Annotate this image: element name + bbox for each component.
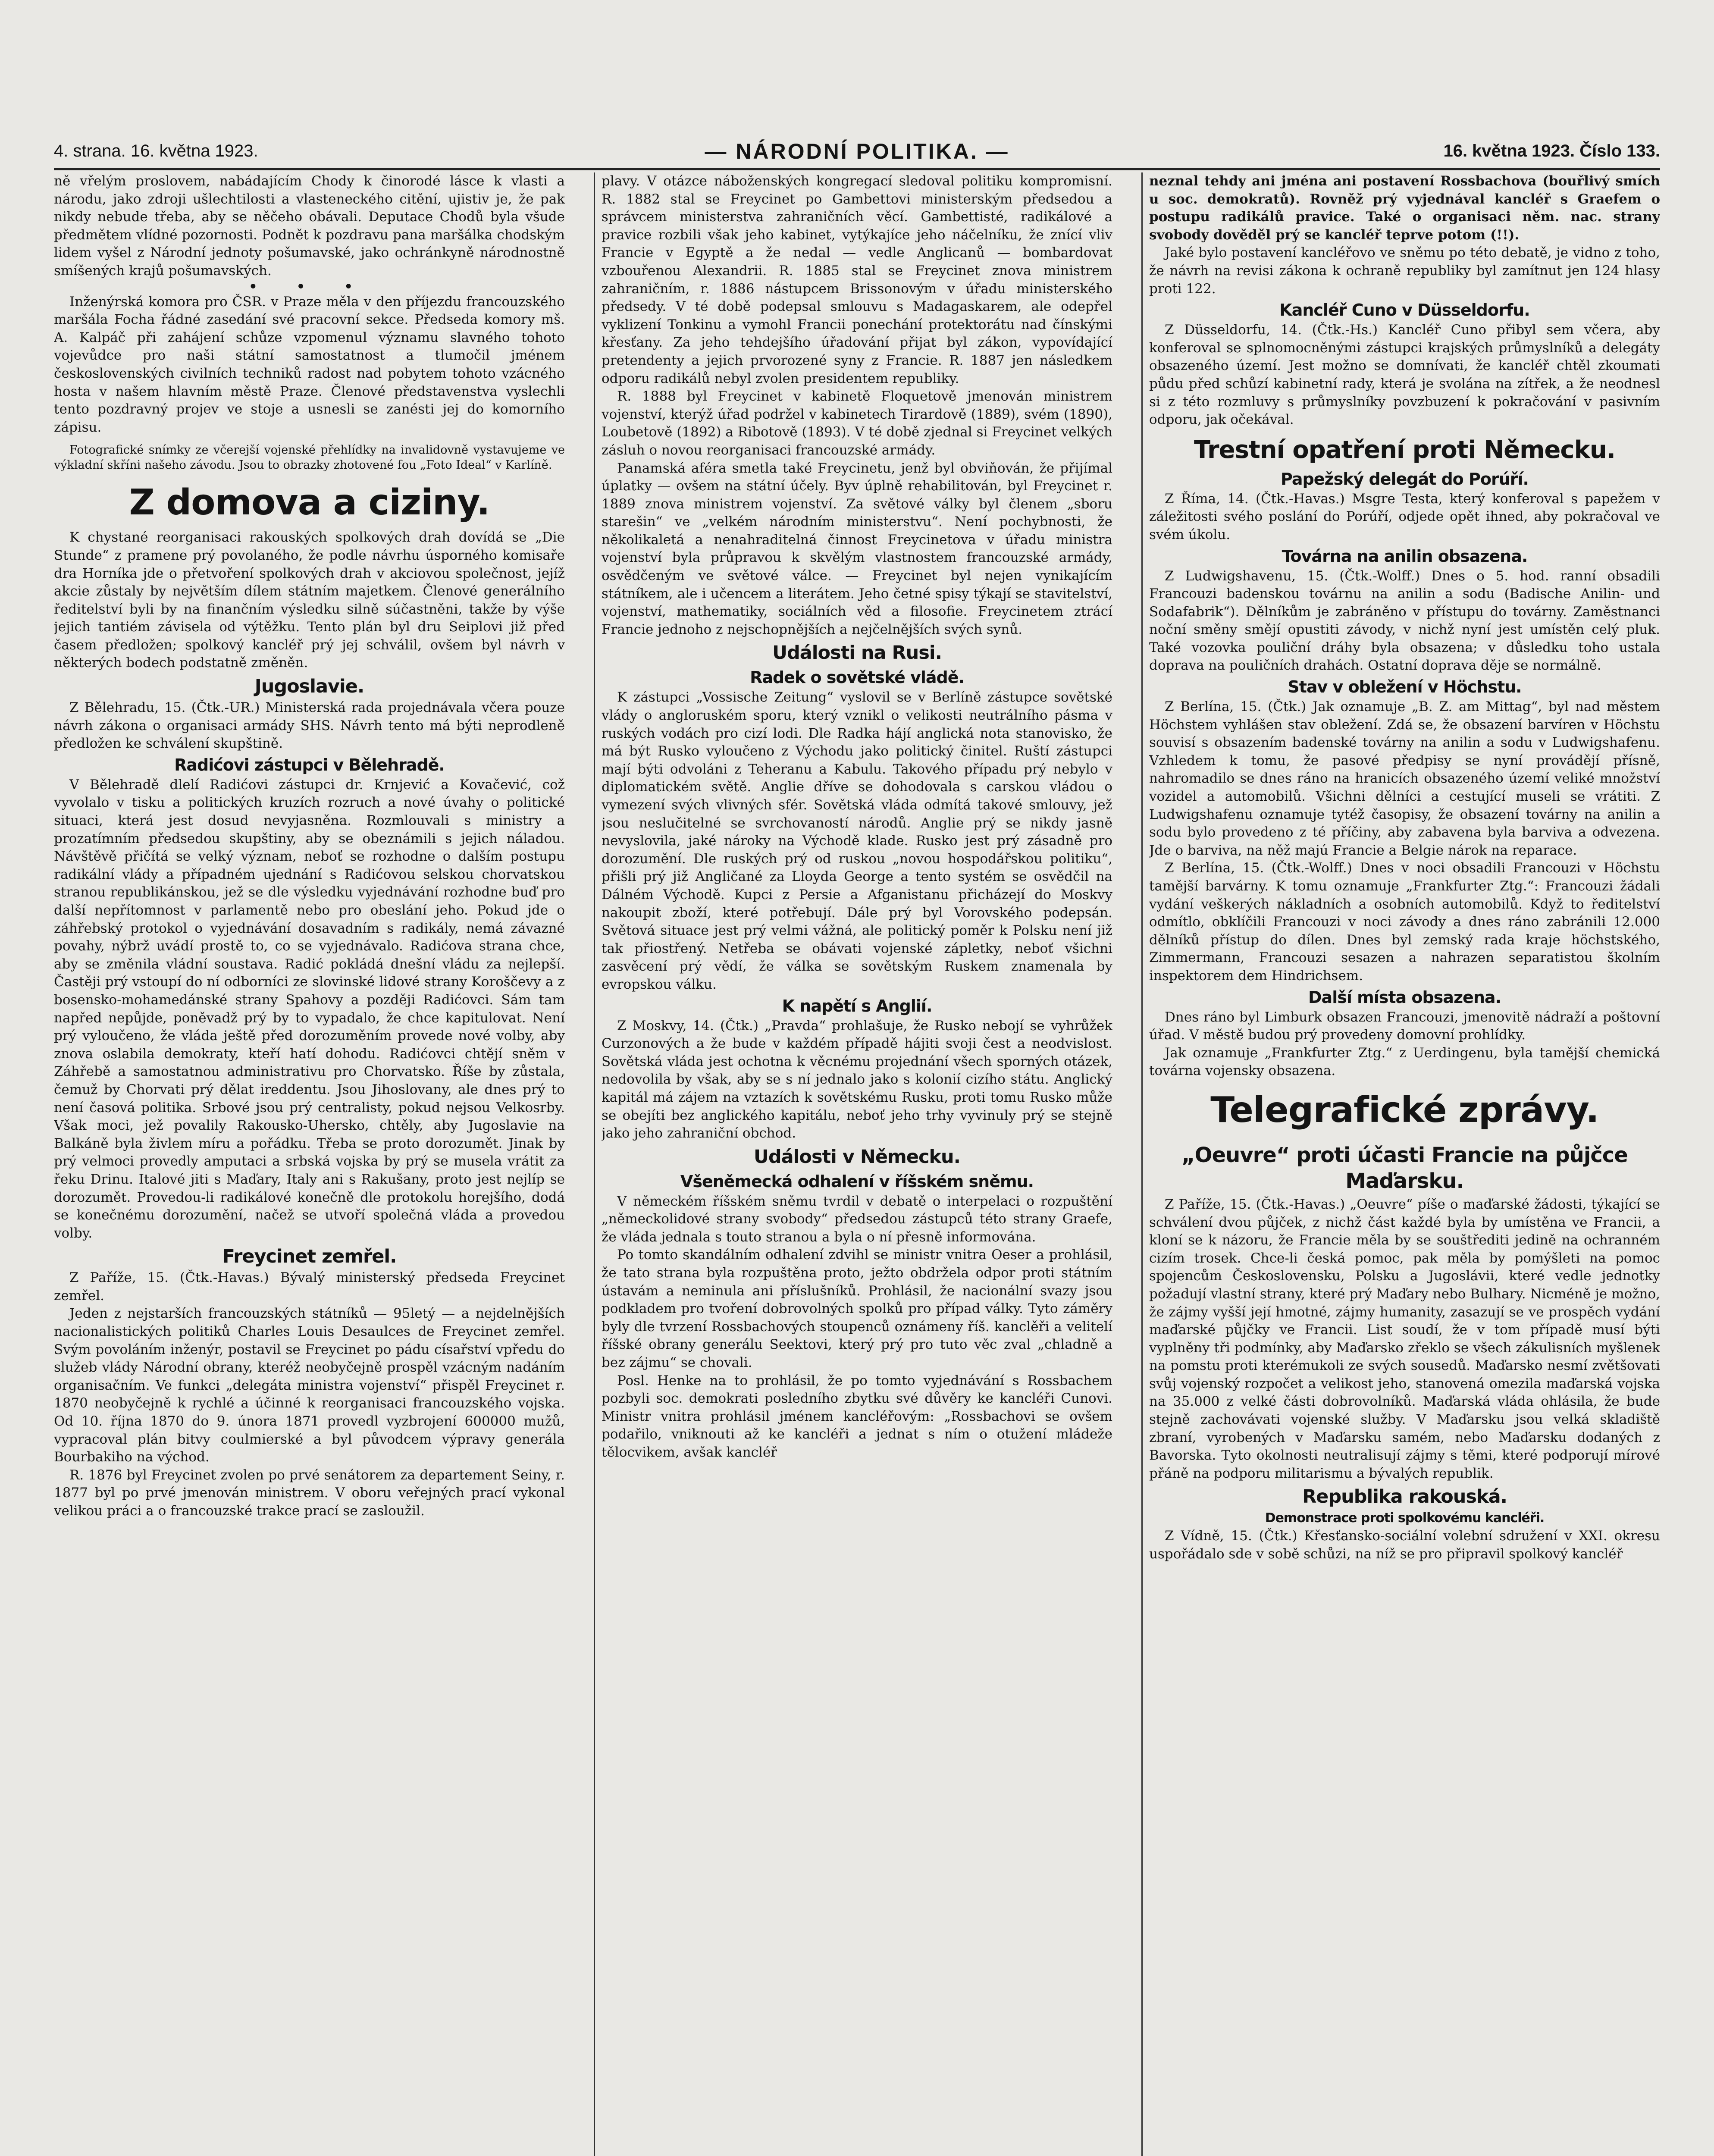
- article-heading: „Oeuvre“ proti účasti Francie na půjčce Maďarsku.: [1181, 1143, 1628, 1193]
- page-header: [54, 137, 1660, 164]
- paragraph: Z Říma, 14. (Čtk.-Havas.) Msgre Testa, který konferoval s papežem v záležitosti svého poslání do Porúří, odjede opět ihned, aby pokračoval ve svém úkolu.: [1149, 491, 1660, 542]
- article-subheading: Papežský delegát do Porúří.: [1281, 469, 1529, 489]
- article-heading: Freycinet zemřel.: [222, 1246, 397, 1268]
- article-subheading: Všeněmecká odhalení v říšském sněmu.: [680, 1172, 1034, 1191]
- paragraph: neznal tehdy ani jména ani postavení Rossbachova (bouřlivý smích u soc. demokratů). Rovněž prý vyjednával kancléř s Graefem o postupu radikálů pravice. Také o organisaci něm. nac. strany svobody dověděl prý se kancléř teprve potom (!!).: [1149, 173, 1660, 243]
- paragraph: Jak oznamuje „Frankfurter Ztg.“ z Uerdingenu, byla tamější chemická továrna vojensky obsazena.: [1149, 1045, 1660, 1079]
- article-heading: Kancléř Cuno v Düsseldorfu.: [1279, 301, 1530, 320]
- issue-date-number: 16. května 1923. Číslo 133.: [1443, 141, 1660, 160]
- section-heading: Z domova a ciziny.: [129, 482, 490, 523]
- paragraph: Posl. Henke na to prohlásil, že po tomto vyjednávání s Rossbachem pozbyli soc. demokrati posledního zbytku své důvěry ke kancléři Cunovi. Ministr vnitra prohlásil jménem kancléřovým: „Rossbachovi se ovšem podařilo, vniknouti až ke kancléři a jednat s ním o otužení mládeže tělocvikem, avšak kancléř: [602, 1373, 1112, 1460]
- section-heading: Trestní opatření proti Německu.: [1194, 436, 1615, 464]
- paragraph: Jeden z nejstarších francouzských státníků — 95letý — a nejdelnějších nacionalistických politiků Charles Louis Desaulces de Freycinet zemřel. Svým povoláním inženýr, postavil se Freycinet po pádu císařství vpředu do služeb vlády Národní obrany, kteréž neobyčejně prospěl vzácným nadáním organisačním. Ve funkci „delegáta ministra vojenství“ přispěl Freycinet r. 1870 neobyčejně k rychlé a účinné k reorganisaci francouzského vojska. Od 10. října 1870 do 9. února 1871 provedl vyzbrojení 600000 mužů, vypracoval plán bitvy coulmierské a byl původcem výpravy generála Bourbakiho na východ.: [54, 1306, 565, 1465]
- column-3: [1149, 172, 1660, 2156]
- paragraph: plavy. V otázce náboženských kongregací sledoval politiku kompromisní. R. 1882 stal se Freycinet po Gambettovi ministerským předsedou a správcem ministerstva zahraničních věcí. Gambettisté, radikálové a pravice rozbili však jeho kabinet, vytýkajíce jeho náčelníku, že znící vliv Francie v Egyptě a že nedal — vedle Anglicanů — bombardovat vzbouřenou Alexandrii. R. 1885 stal se Freycinet znova ministrem zahraničním, r. 1886 nástupcem Brissonovým v úřadu ministerského předsedy. V té době podepsal smlouvu s Madagaskarem, ale odepřel vyklizení Tonkinu a vymohl Francii ponechání protektorátu nad čínskými křesťany. Za jeho tehdejšího úřadování přijat byl zákon, vypovídající pretendenty a jejich prvorozené syny z Francie. R. 1887 jen následkem odporu radikálů nebyl zvolen presidentem republiky.: [602, 173, 1112, 386]
- article-heading: Události na Rusi.: [772, 642, 942, 664]
- paragraph: Z Bělehradu, 15. (Čtk.-UR.) Ministerská rada projednávala včera pouze návrh zákona o organisaci armády SHS. Návrh tento má býti neprodleně předložen ke schválení skupštině.: [54, 700, 565, 752]
- paragraph: Dnes ráno byl Limburk obsazen Francouzi, jmenovitě nádraží a poštovní úřad. V městě budou prý provedeny domovní prohlídky.: [1149, 1009, 1660, 1043]
- paragraph: Z Paříže, 15. (Čtk.-Havas.) „Oeuvre“ píše o maďarské žádosti, týkající se schválení dvou půjček, z nichž část každé byla by umístěna ve Francii, a kloní se k názoru, že Francie měla by se souštřediti jedině na ochranném cizím trosek. Chce-li česká pomoc, pak měla by pomýšleti na pomoc spojencům Československu, Polsku a Jugoslávii, které vedle jednotky požadují vlastní strany, které prý Maďary nebo Bulhary. Nicméně je možno, že zájmy vyšší její hmotné, zájmy humanity, zasazují se ve prospěch vydání maďarské půjčky ve Francii. List soudí, že v tom případě musí býti vyplněny tři podmínky, aby Maďarsko zřeklo se všech zákulisních myšlenek na pomstu proti kterémukoli ze svých sousedů. Maďarsko nesmí zvětšovati svůj vojenský rozpočet a velikost jeho, stanovená omezila maďarská vojska na 35.000 z velké části dobrovolníků. Maďarská vláda ohlásila, že bude stejně zachovávati vojenské služby. V Maďarsku jsou velká skladiště zbraní, vyrobených v Maďarsku samém, nebo Maďarsku dodaných z Bavorska. Tyto okolnosti neutralisují zájmy s těmi, které podporují mírové přáně na podporu militarismu a bývalých republik.: [1149, 1196, 1660, 1481]
- article-subheading: Stav v obležení v Höchstu.: [1288, 677, 1522, 697]
- paragraph: K zástupci „Vossische Zeitung“ vyslovil se v Berlíně zástupce sovětské vlády o angloruském sporu, který vznikl o velikosti neutrálního pásma v ruských vodách pro cizí lodi. Dle Radka hájí anglická nota stanovisko, že má být Rusko vyloučeno z Východu jako politický činitel. Ruští zástupci mají býti odvoláni z Teheranu a Kabulu. Takového případu prý nebylo v diplomatickém světě. Anglie dříve se dohodovala s carskou vládou o vymezení svých vlivných sfér. Sovětská vláda odmítá takové smlouvy, jež jsou neslučitelné se svrchovaností národů. Anglie prý se nikdy jasně nevyslovila, jaké nároky na Východě klade. Rusko jest prý zásadně pro dorozumění. Dle ruských prý od ruskou „novou hospodářskou politiku“, přišli prý již Angličané za Lloyda George a tento systém se osvědčil na Dálném Východě. Kupci z Persie a Afganistanu přicházejí do Moskvy nakoupit zboží, které potřebují. Dále prý byl Vorovského podepsán. Světová situace jest prý velmi vážná, ale politický poměr k Polsku není již tak přiostřený. Netřeba se obávati vojenské zápletky, neboť všichni zasvěcení prý vědí, že válka se sovětským Ruskem znamenala by evropskou válku.: [602, 689, 1112, 992]
- article-heading: Události v Německu.: [753, 1146, 960, 1168]
- paragraph: Z Moskvy, 14. (Čtk.) „Pravda“ prohlašuje, že Rusko nebojí se vyhrůžek Curzonových a že bude v každém případě hájiti svoji čest a neodvislost. Sovětská vláda jest ochotna k věcnému projednání všech sporných otázek, nedovolila by však, aby se s ní jednalo jako s kolonií cizího státu. Anglický kapitál má zájem na vztazích k sovětskému Rusku, proti tomu Rusko může se obejíti bez anglického kapitálu, neboť jeho trhy vyvinuly prý se stejně jako jeho zahraniční obchod.: [602, 1018, 1112, 1141]
- article-subheading: Továrna na anilin obsazena.: [1282, 546, 1528, 566]
- section-heading: Telegrafické zprávy.: [1210, 1089, 1599, 1131]
- paragraph: R. 1888 byl Freycinet v kabinetě Floquetově jmenován ministrem vojenství, kterýž úřad podržel v kabinetech Tirardově (1889), svém (1890), Loubetově (1892) a Ribotově (1893). V té době zjednal si Freycinet velkých zásluh o novou reorganisaci francouzské armády.: [602, 389, 1112, 458]
- paragraph: Jaké bylo postavení kancléřovo ve sněmu po této debatě, je vidno z toho, že návrh na revisi zákona k ochraně republiky byl zamítnut jen 124 hlasy proti 122.: [1149, 245, 1660, 297]
- article-subheading: Další místa obsazena.: [1308, 987, 1501, 1007]
- paragraph: Z Berlína, 15. (Čtk.) Jak oznamuje „B. Z. am Mittag“, byl nad městem Höchstem vyhlášen stav obležení. Zdá se, že obsazení barvíren v Höchstu souvisí s obsazením badenské továrny na anilin a sodu v Ludwigshafenu. Vzhledem k tomu, že pasové předpisy se nyní provádějí přísně, nahromadilo se dnes ráno na hranicích obsazeného území veliké množství vozidel a automobilů. Všichni dělníci a cestující museli se vrátiti. Z Ludwigshafenu oznamuje tytéž časopisy, že obsazení továrny na anilin a sodu bylo provedeno z té příčiny, aby zabavena byla barviva a odvezena. Jde o barviva, na něž majú Francie a Belgie nárok na reparace.: [1149, 699, 1660, 858]
- header-rule: [54, 168, 1660, 170]
- paragraph: Z Ludwigshavenu, 15. (Čtk.-Wolff.) Dnes o 5. hod. ranní obsadili Francouzi badenskou továrnu na anilin a sodu (Badische Anilin- und Sodafabrik“). Dělníkům je zabráněno v přístupu do továrny. Zaměstnanci noční směny smějí opustiti závody, v nichž nyní jest umístěn celý pluk. Také vozovka pouliční dráhy byla obsazena; v důsledku toho ustala doprava na pouličních drahách. Ostatní doprava děje se normálně.: [1149, 568, 1660, 674]
- paragraph: R. 1876 byl Freycinet zvolen po prvé senátorem za departement Seiny, r. 1877 byl po prvé jmenován ministrem. V oboru veřejných prací vykonal velikou práci a o francouzské trakce prací se zasloužil.: [54, 1467, 565, 1519]
- article-subheading: K napětí s Anglií.: [782, 996, 932, 1015]
- paragraph: Panamská aféra smetla také Freycinetu, jenž byl obviňován, že přijímal úplatky — ovšem na státní účely. Byv úplně rehabilitován, byl Freycinet r. 1889 znova ministrem vojenství. Za světové války byl členem „sboru starešin“ ve „velkém národním ministerstvu“. Není pochybnosti, že několikaletá a nenahraditelná činnost Freycinetova v úřadu ministra vojenství byla průpravou k skvělým vlastnostem francouzské armády, osvědčeným ve světové válce. — Freycinet byl nejen vynikajícím státníkem, ale i učencem a literátem. Jeho četné spisy týkají se stavitelství, vojenství, mathematiky, sociálních věd a filosofie. Freycinetem ztrácí Francie jednoho z nejschopnějších a nejčelnějších svých synů.: [602, 460, 1112, 637]
- paragraph: K chystané reorganisaci rakouských spolkových drah dovídá se „Die Stunde“ z pramene prý povolaného, že podle návrhu úsporného komisaře dra Horníka jde o přetvoření spolkových drah v akciovou společnost, jejíž akcie zůstaly by největším dílem státním majetkem. Členové generálního ředitelství byli by na finančním výsledku silně súčastněni, takže by výše jejich tantiém závisela od výtěžku. Tento plán byl dru Seiplovi již před časem předložen; spolkový kancléř prý jej schválil, ovšem byl návrh v některých bodech podstatně změněn.: [54, 530, 565, 671]
- column-1: [54, 172, 565, 2156]
- column-2: [602, 172, 1112, 2156]
- paragraph: V německém říšském sněmu tvrdil v debatě o interpelaci o rozpuštění „německolidové strany svobody“ předsedou zástupců této strany Graefe, že vláda jednala s touto stranou a byla o ní přesně informována.: [602, 1193, 1112, 1245]
- paragraph: Z Paříže, 15. (Čtk.-Havas.) Bývalý ministerský předseda Freycinet zemřel.: [54, 1270, 565, 1304]
- paragraph: Z Düsseldorfu, 14. (Čtk.-Hs.) Kancléř Cuno přibyl sem včera, aby konferoval se splnomocněnými zástupci krajských průmyslníků a delegáty obsazeného území. Jest možno se domnívati, že kancléř chtěl zkoumati půdu před schůzí kabinetní rady, která je svolána na zítřek, a že neodnesl si z této rozmluvy s průmyslníky povzbuzení k pokračování v pasivním odporu, jak očekával.: [1149, 322, 1660, 428]
- column-divider-1: [594, 172, 595, 2156]
- paragraph: V Bělehradě dlelí Radićovi zástupci dr. Krnjević a Kovačević, což vyvolalo v tisku a politických kruzích rozruch a nové úvahy o politické situaci, která jest dosud nevyjasněna. Rozmlouvali s ministry a prozatímním předsedou skupštiny, aby se obeznámili s jejich náladou. Návštěvě přičítá se velký význam, neboť se rozhodne o dalším postupu radikální vlády a případném ujednání s Radićovou selskou chorvatskou stranou republikánskou, jež se dle výsledku vyjednávání rozhodne buď pro další nepřítomnost v parlamentě nebo pro obeslání jeho. Pokud jde o záhřebský protokol o vyjednávání dosavadním s radikály, nemá závazné povahy, nýbrž uvádí prostě to, co se vyjednávalo. Radićova strana chce, aby se změnila vládní soustava. Radić pokládá dnešní vládu za nejlepší. Častěji prý vstoupí do ní odborníci ze slovinské lidové strany Koroščevy a z bosensko-mohamedánské strany Spahovy a později Radićovci. Sám tam napřed nepůjde, poněvadž prý by to vypadalo, že chce kapitulovat. Není prý vyloučeno, že vláda ještě před dorozuměním provede nové volby, aby znova oslabila demokraty, kteří hatí dohodu. Radićovci chtějí sněm v Záhřebě a samostatnou administrativu pro Chorvatsko. Říše by zůstala, čemuž by Chorvati prý dělat ireddentu. Jsou Jihoslovany, ale dnes prý to není časová politika. Srbové jsou prý centralisty, pokud nejsou Velkosrby. Však moci, jež povalily Rakousko-Uhersko, chtěly, aby Jugoslavie na Balkáně byla živlem míru a pořádku. Třeba se proto dorozumět. Jinak by prý velmoci provedly amputaci a srbská vojska by prý se musela vrátit za řeku Drinu. Italové jiti s Maďary, Italy ani s Rakušany, proto jest nejlíp se dorozumět. Provedou-li radikálové konečně dle protokolu horejšího, dodá se konečnému dorozumění, načež se utvoří společná vláda a provedou volby.: [54, 777, 565, 1241]
- paragraph: ně vřelým proslovem, nabádajícím Chody k činorodé lásce k vlasti a národu, jako zdroji ušlechtilosti a vlasteneckého citění, ujistiv je, že pak nikdy nebude třeba, aby se něčeho obávali. Deputace Chodů byla všude předmětem vlídné pozornosti. Podnět k pozdravu pana maršálka chodským lidem vyšel z Národní jednoty pošumavské, jako ochránkyně národnostně smíšených krajů pošumavských.: [54, 173, 565, 279]
- masthead-title: — NÁRODNÍ POLITIKA. —: [705, 139, 1009, 163]
- paragraph: Z Berlína, 15. (Čtk.-Wolff.) Dnes v noci obsadili Francouzi v Höchstu tamější barvárny. K tomu oznamuje „Frankfurter Ztg.“: Francouzi žádali vydání veškerých nákladních a osobních automobilů. Když to ředitelství odmítlo, obklíčili Francouzi v noci závody a dnes ráno zabránili 12.000 dělníků přístup do dílen. Dnes byl zemský rada kraje höchstského, Zimmermann, Francouzi sesazen a nahrazen separatistou školním inspektorem dem Hindrichsem.: [1149, 860, 1660, 984]
- article-subheading: Radek o sovětské vládě.: [750, 668, 964, 687]
- paragraph: Z Vídně, 15. (Čtk.) Křesťansko-sociální volební sdružení v XXI. okresu uspořádalo sde v sobě schůzi, na níž se pro připravil spolkový kancléř: [1149, 1528, 1660, 1562]
- paragraph: Po tomto skandálním odhalení zdvihl se ministr vnitra Oeser a prohlásil, že tato strana byla rozpuštěna proto, ježto obdržela odpor proti státním ústavám a neminula ani příslušníků. Prohlásil, že nacionální svazy jsou podkladem pro tvoření dobrovolných spolků pro případ války. Tyto záměry byly dle tvrzení Rossbachových stoupenců oznámeny říš. kanclěři a velitelí říšské obrany generálu Seektovi, který prý pro tuto věc zval „chladně a bez zájmu“ se chovali.: [602, 1247, 1112, 1371]
- article-subheading: Demonstrace proti spolkovému kancléři.: [1265, 1510, 1545, 1526]
- paragraph: Inženýrská komora pro ČSR. v Praze měla v den příjezdu francouzského maršála Focha řádné zasedání své pracovní sekce. Předseda komory mš. A. Kalpáč při zahájení schůze vzpomenul významu slavného tohoto vojevůdce pro naši státní samostatnost a tlumočil jménem československých civilních techniků radost nad pobytem tohoto vzácného hosta v našem hlavním městě Praze. Členové představenstva vyslechli tento pozdravný projev ve stoje a usnesli se zanésti jej do komorního zápisu.: [54, 294, 565, 435]
- article-subheading: Radićovi zástupci v Bělehradě.: [174, 755, 445, 774]
- article-heading: Jugoslavie.: [254, 676, 364, 698]
- notice: Fotografické snímky ze včerejší vojenské přehlídky na invalidovně vystavujeme ve výkladní skříni našeho závodu. Jsou to obrazky zhotovené fou „Foto Ideal“ v Karlíně.: [54, 443, 565, 472]
- article-heading: Republika rakouská.: [1302, 1486, 1507, 1508]
- column-divider-2: [1141, 172, 1143, 2156]
- page-number: 4. strana. 16. května 1923.: [54, 141, 258, 160]
- separator: • • •: [248, 279, 370, 295]
